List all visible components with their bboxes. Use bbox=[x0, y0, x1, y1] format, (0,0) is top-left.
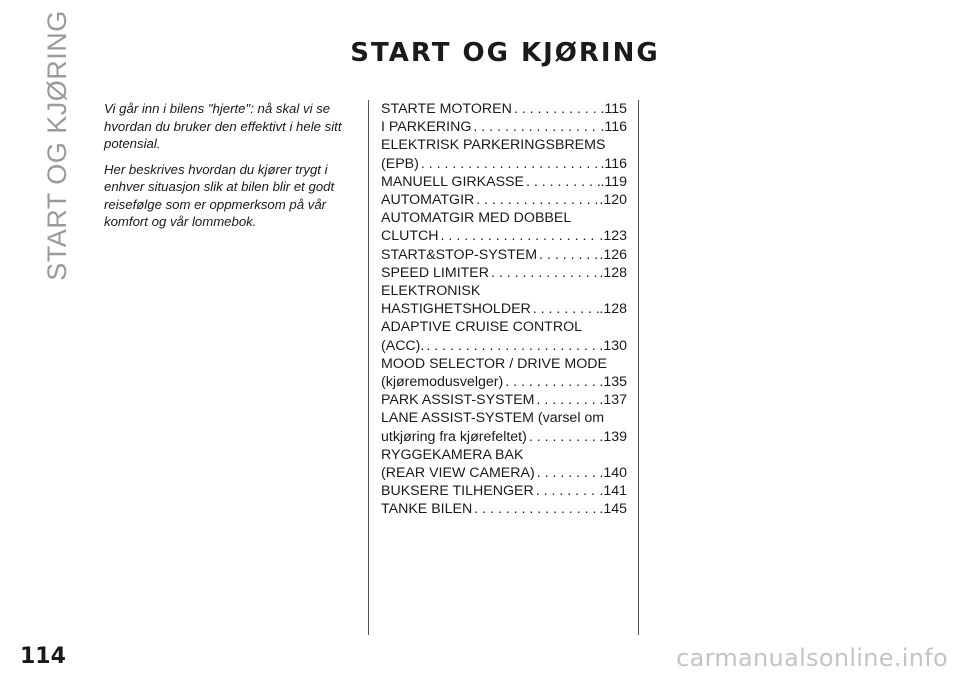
toc-entry-title: (ACC). bbox=[381, 337, 425, 354]
toc-entry-title: (REAR VIEW CAMERA) bbox=[381, 465, 535, 482]
toc-leader-dots bbox=[524, 173, 600, 191]
toc-entry-title-line: ELEKTRISK PARKERINGSBREMS bbox=[381, 137, 606, 154]
toc-entry-page: .126 bbox=[599, 246, 627, 263]
intro-paragraph: Vi går inn i bilens "hjerte": nå skal vi se hvordan du bruker den effektivt i hele sitt potensial. bbox=[104, 101, 342, 151]
toc-entry[interactable] bbox=[381, 318, 627, 354]
toc-entry[interactable] bbox=[381, 355, 627, 391]
watermark: carmanualsonline.info bbox=[676, 644, 948, 672]
toc-entry-title-line: RYGGEKAMERA BAK bbox=[381, 446, 524, 463]
toc-entry-page: .123 bbox=[599, 228, 627, 245]
toc-leader-dots bbox=[474, 191, 599, 209]
chapter-title: START OG KJØRING bbox=[350, 38, 660, 68]
toc-entry-page: .116 bbox=[600, 155, 627, 172]
toc-leader-dots bbox=[489, 264, 599, 282]
toc-entry-title: AUTOMATGIR bbox=[381, 192, 475, 209]
chapter-side-tab-label: START OG KJØRING bbox=[41, 9, 72, 281]
toc-entry-page: .128 bbox=[599, 264, 627, 281]
toc-entry-title-line: MOOD SELECTOR / DRIVE MODE bbox=[381, 355, 607, 372]
chapter-side-tab bbox=[30, 9, 84, 281]
toc-entry-title-line: ELEKTRONISK bbox=[381, 283, 481, 300]
toc-leader-dots bbox=[537, 246, 599, 264]
toc-entry[interactable] bbox=[381, 173, 627, 191]
toc-entry-title: BUKSERE TILHENGER bbox=[381, 483, 534, 500]
toc-leader-dots bbox=[471, 118, 600, 136]
toc-entry-page: .115 bbox=[600, 101, 627, 117]
toc-leader-dots bbox=[512, 100, 601, 118]
toc-leader-dots bbox=[439, 227, 600, 245]
toc-entry[interactable] bbox=[381, 118, 627, 136]
toc-leader-dots bbox=[472, 500, 599, 518]
toc-entry-page: .120 bbox=[599, 192, 627, 209]
toc-entry[interactable] bbox=[381, 391, 627, 409]
column-divider-right bbox=[638, 100, 639, 635]
table-of-contents bbox=[381, 100, 627, 519]
toc-entry[interactable] bbox=[381, 136, 627, 172]
intro-paragraph: Her beskrives hvordan du kjører trygt i enhver situasjon slik at bilen blir et godt reisefølge som er oppmerksom på vår komfort og vår lommebok. bbox=[104, 161, 335, 229]
toc-entry-title: TANKE BILEN bbox=[381, 501, 473, 518]
toc-entry-page: .137 bbox=[599, 392, 627, 409]
intro-text bbox=[104, 100, 354, 239]
toc-entry-title: I PARKERING bbox=[381, 119, 472, 136]
toc-entry[interactable] bbox=[381, 446, 627, 482]
toc-entry-page: .116 bbox=[600, 119, 627, 136]
toc-entry-title: CLUTCH bbox=[381, 228, 439, 245]
toc-entry-page: .140 bbox=[599, 465, 627, 482]
toc-entry-page: .130 bbox=[599, 337, 627, 354]
toc-entry-title: MANUELL GIRKASSE bbox=[381, 173, 524, 190]
toc-entry-page: .135 bbox=[599, 374, 627, 391]
toc-entry-title: PARK ASSIST-SYSTEM bbox=[381, 392, 535, 409]
toc-entry-title-line: AUTOMATGIR MED DOBBEL bbox=[381, 210, 572, 227]
toc-entry-title: HASTIGHETSHOLDER bbox=[381, 301, 531, 318]
toc-leader-dots bbox=[535, 464, 600, 482]
toc-entry[interactable] bbox=[381, 246, 627, 264]
toc-entry-title-line: ADAPTIVE CRUISE CONTROL bbox=[381, 319, 583, 336]
toc-leader-dots bbox=[534, 482, 600, 500]
toc-entry-page: .128 bbox=[599, 301, 627, 318]
toc-leader-dots bbox=[531, 300, 600, 318]
toc-entry-title-line: LANE ASSIST-SYSTEM (varsel om bbox=[381, 410, 605, 427]
toc-entry[interactable] bbox=[381, 282, 627, 318]
toc-entry[interactable] bbox=[381, 409, 627, 445]
toc-entry-page: .145 bbox=[599, 501, 627, 518]
toc-leader-dots bbox=[527, 428, 600, 446]
toc-leader-dots bbox=[534, 391, 599, 409]
toc-entry-title: STARTE MOTOREN bbox=[381, 101, 512, 117]
toc-entry-title: SPEED LIMITER bbox=[381, 264, 490, 281]
toc-leader-dots bbox=[503, 373, 599, 391]
toc-entry-title: (kjøremodusvelger) bbox=[381, 374, 504, 391]
column-divider-left bbox=[368, 100, 369, 635]
toc-entry-title: START&STOP-SYSTEM bbox=[381, 246, 538, 263]
toc-leader-dots bbox=[424, 337, 599, 355]
toc-entry[interactable] bbox=[381, 500, 627, 518]
toc-entry-title: utkjøring fra kjørefeltet) bbox=[381, 428, 527, 445]
toc-entry[interactable] bbox=[381, 100, 627, 118]
toc-entry[interactable] bbox=[381, 209, 627, 245]
toc-entry-page: .139 bbox=[599, 428, 627, 445]
toc-entry[interactable] bbox=[381, 191, 627, 209]
toc-entry[interactable] bbox=[381, 482, 627, 500]
toc-entry-title: (EPB) bbox=[381, 155, 419, 172]
toc-entry[interactable] bbox=[381, 264, 627, 282]
toc-entry-page: .141 bbox=[599, 483, 627, 500]
toc-entry-page: .119 bbox=[600, 173, 627, 190]
toc-leader-dots bbox=[419, 155, 601, 173]
page-number: 114 bbox=[20, 644, 66, 669]
